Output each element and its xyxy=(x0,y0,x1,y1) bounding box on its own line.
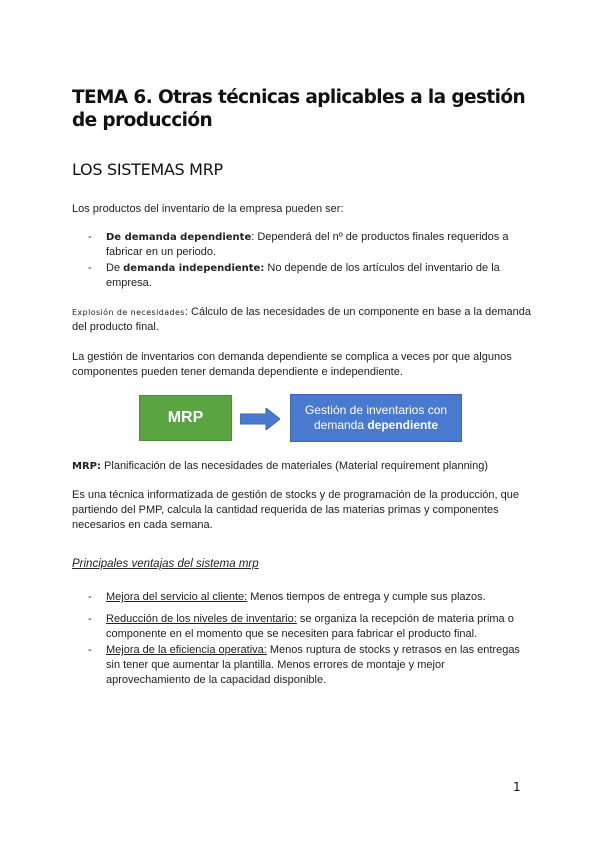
mrp-definition: MRP: Planificación de las necesidades de materiales (Material requirement planning) xyxy=(72,460,489,472)
item-text: No depende de los artículos del inventario de la empresa. xyxy=(106,262,500,289)
explosion-paragraph: Explosión de necesidades: Cálculo de las necesidades de un componente en base a la demanda del producto final. xyxy=(72,306,532,333)
term: Explosión de necesidades xyxy=(72,308,185,317)
gestion-paragraph: La gestión de inventarios con demanda dependiente se complica a veces por que algunos componentes pueden tener demanda dependiente e independiente. xyxy=(72,351,512,378)
term: MRP: xyxy=(72,461,101,472)
term: De demanda dependiente xyxy=(106,232,252,243)
tecnica-paragraph: Es una técnica informatizada de gestión de stocks y de programación de la producción, que partiendo del PMP, calcula la cantidad requerida de las materias primas y componentes necesarios en cada semana. xyxy=(72,489,519,531)
list-item: - De demanda independiente: No depende de los artículos del inventario de la empresa. xyxy=(88,262,500,289)
ventajas-list xyxy=(88,590,528,689)
list-item: - Mejora de la eficiencia operativa: Menos ruptura de stocks y retrasos en las entregas sin tener que aumentar la plantilla. Menos errores de montaje y mejor aprovechamiento de la capacidad disponible. xyxy=(88,644,520,686)
ventajas-heading: Principales ventajas del sistema mrp xyxy=(72,558,259,570)
page-title: TEMA 6. Otras técnicas aplicables a la gestión de producción xyxy=(72,87,526,131)
inventory-management-box: Gestión de inventarios con demanda dependiente xyxy=(290,394,462,442)
item-text: Dependerá del nº de productos finales requeridos a fabricar en un periodo. xyxy=(106,231,509,258)
intro-paragraph: Los productos del inventario de la empresa pueden ser: xyxy=(72,203,344,215)
term: Reducción de los niveles de inventario: xyxy=(106,613,297,625)
list-item: - Reducción de los niveles de inventario: se organiza la recepción de materia prima o componente en el momento que se necesiten para fabricar el producto final. xyxy=(88,613,514,640)
term: demanda independiente: xyxy=(123,263,265,274)
right-arrow-icon xyxy=(240,408,280,430)
page-number: 1 xyxy=(513,780,521,794)
list-item: - De demanda dependiente: Dependerá del nº de productos finales requeridos a fabricar en un periodo. xyxy=(88,231,509,258)
list-item: - Mejora del servicio al cliente: Menos tiempos de entrega y cumple sus plazos. xyxy=(88,591,486,603)
demand-list xyxy=(88,230,528,292)
term: Mejora de la eficiencia operativa: xyxy=(106,644,267,656)
term: Mejora del servicio al cliente: xyxy=(106,591,248,603)
mrp-box: MRP xyxy=(139,395,232,441)
section-heading: LOS SISTEMAS MRP xyxy=(72,160,223,179)
